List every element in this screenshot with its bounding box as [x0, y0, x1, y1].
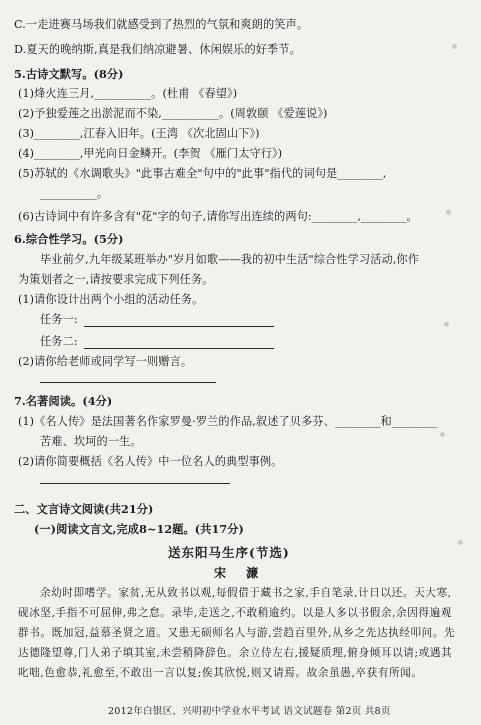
question-7-item-1: (1)《名人传》是法国著名作家罗曼·罗兰的作品,叙述了贝多芬、________和________ [18, 415, 438, 428]
question-5-item-5-cont: __________。 [40, 187, 109, 200]
reading-1-instruction: (一)阅读文言文,完成8~12题。(共17分) [34, 522, 244, 536]
task-two-answer-line [84, 348, 274, 349]
scan-bleed-mark [452, 44, 457, 49]
question-7-item-1-cont: 苦难、坎坷的一生。 [40, 435, 142, 448]
example-answer-line [40, 483, 230, 484]
message-answer-line [40, 382, 216, 383]
task-one-answer-line [84, 326, 274, 327]
question-5-item-1: (1)烽火连三月,__________。(杜甫 《春望》) [18, 87, 238, 100]
scan-bleed-mark [446, 210, 451, 215]
passage-line-4: 达德隆望尊,门人弟子填其室,未尝稍降辞色。余立侍左右,援疑质理,俯身倾耳以请;或遇其 [18, 647, 453, 659]
passage-line-5: 叱咄,色愈恭,礼愈至,不敢出一言以复;俟其欣悦,则又请焉。故余虽愚,卒获有所闻。 [18, 667, 423, 679]
passage-line-3: 群书。既加冠,益慕圣贤之道。又患无硕师名人与游,尝趋百里外,从乡之先达执经叩问。先 [18, 627, 456, 639]
scan-bleed-mark [444, 322, 449, 327]
question-5-item-5: (5)苏轼的《水调歌头》"此事古难全"句中的"此事"指代的词句是________, [18, 167, 387, 180]
passage-title: 送东阳马生序(节选) [168, 545, 290, 560]
task-one-label: 任务一: [40, 313, 78, 326]
question-6-intro: 毕业前夕,九年级某班举办"岁月如歌——我的初中生活"综合性学习活动,你作 [40, 253, 420, 266]
question-6-heading: 6.综合性学习。(5分) [14, 232, 124, 246]
scan-bleed-mark [440, 432, 445, 437]
question-6-intro-cont: 为策划者之一,请按要求完成下列任务。 [18, 273, 214, 286]
question-5-item-2: (2)予独爱莲之出淤泥而不染,__________。(周敦颐 《爱莲说》) [18, 107, 328, 120]
question-5-item-6: (6)古诗词中有许多含有"花"字的句子,请你写出连续的两句:________,________。 [18, 210, 418, 223]
section-2-heading: 二、文言诗文阅读(共21分) [14, 502, 154, 516]
option-d: D.夏天的晚纳斯,真是我们纳凉避暑、休闲娱乐的好季节。 [14, 43, 301, 56]
task-two-label: 任务二: [40, 335, 78, 348]
passage-line-2: 砚冰坚,手指不可屈伸,弗之怠。录毕,走送之,不敢稍逾约。以是人多以书假余,余因得遍观 [18, 607, 453, 619]
question-7-item-2: (2)请你简要概括《名人传》中一位名人的典型事例。 [18, 455, 283, 468]
question-5-item-4: (4)________,甲光向日金鳞开。(李贺 《雁门太守行》) [18, 147, 283, 160]
question-6-task-2: (2)请你给老师或同学写一则赠言。 [18, 355, 193, 368]
question-5-item-3: (3)________,江春入旧年。(王湾 《次北固山下》) [18, 127, 260, 140]
passage-line-1: 余幼时即嗜学。家贫,无从致书以观,每假借于藏书之家,手自笔录,计日以还。天大寒, [40, 587, 452, 599]
question-6-task-1: (1)请你设计出两个小组的活动任务。 [18, 293, 204, 306]
page-footer: 2012年白银区、兴明初中学业水平考试 语文试题卷 第2页 共8页 [108, 706, 391, 717]
option-c: C.一走进赛马场我们就感受到了热烈的气氛和爽朗的笑声。 [14, 18, 309, 31]
passage-author: 宋 濂 [214, 566, 267, 580]
scan-bleed-mark [458, 540, 463, 545]
question-5-heading: 5.古诗文默写。(8分) [14, 67, 124, 81]
question-7-heading: 7.名著阅读。(4分) [14, 394, 113, 408]
